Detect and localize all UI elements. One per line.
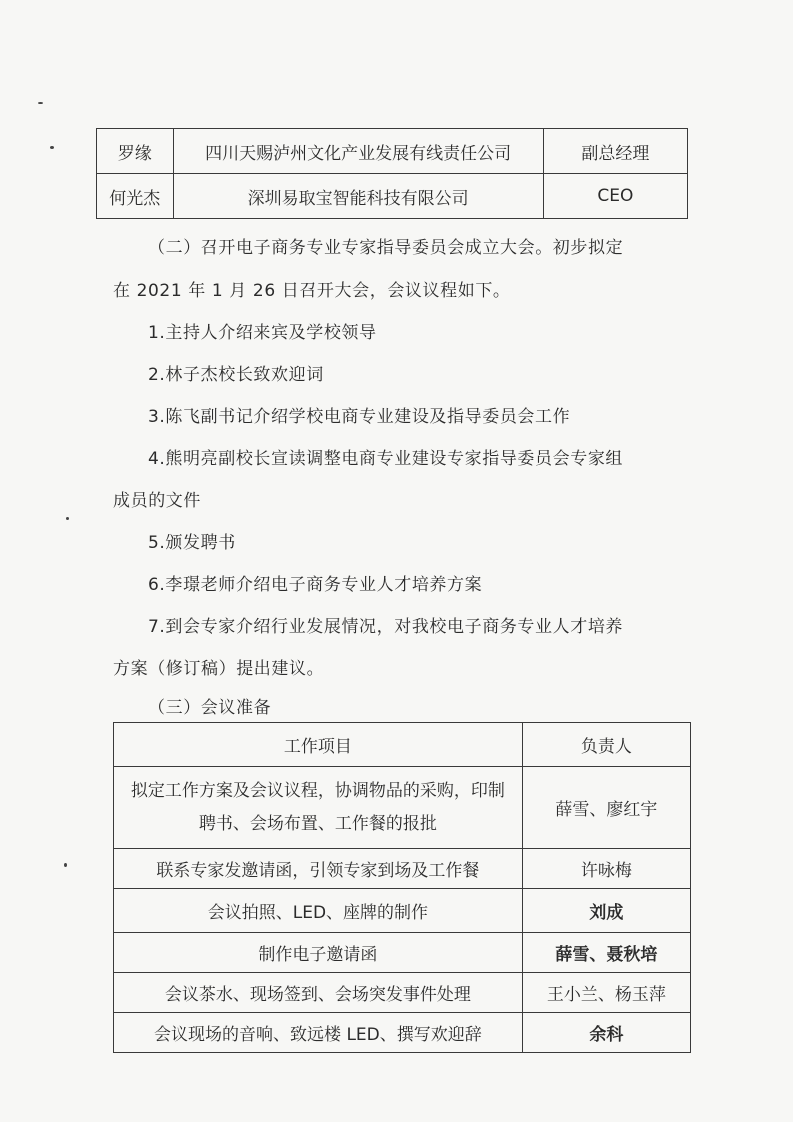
section3-heading: （三）会议准备 (148, 698, 272, 718)
agenda-item: 1.主持人介绍来宾及学校领导 (148, 323, 377, 343)
agenda-item: 6.李璟老师介绍电子商务专业人才培养方案 (148, 575, 483, 595)
task-line-2: 聘书、会场布置、工作餐的报批 (198, 813, 437, 834)
table-cell-task: 会议茶水、现场签到、会场突发事件处理 (114, 973, 523, 1013)
table-cell-owner: 刘成 (522, 889, 690, 933)
agenda-item: 5.颁发聘书 (148, 533, 236, 553)
scan-speck (50, 146, 54, 149)
table-cell-task: 会议现场的音响、致远楼 LED、撰写欢迎辞 (114, 1013, 523, 1053)
section2-line1: （二）召开电子商务专业专家指导委员会成立大会。初步拟定 (148, 238, 624, 258)
agenda-item: 4.熊明亮副校长宣读调整电商专业建设专家指导委员会专家组 (148, 449, 624, 469)
scan-speck (38, 102, 43, 104)
agenda-item: 2.林子杰校长致欢迎词 (148, 365, 324, 385)
table-header-row (114, 723, 691, 767)
table-header-owner: 负责人 (522, 723, 690, 767)
table-row (97, 129, 688, 174)
table-cell-company: 深圳易取宝智能科技有限公司 (173, 174, 543, 219)
table-cell-title: CEO (543, 174, 687, 219)
table-header-task: 工作项目 (114, 723, 523, 767)
table-cell-title: 副总经理 (543, 129, 687, 174)
table-cell-name: 罗缘 (97, 129, 174, 174)
table-cell-task (114, 767, 523, 849)
task-line-1: 拟定工作方案及会议议程，协调物品的采购，印制 (130, 781, 505, 802)
agenda-item: 3.陈飞副书记介绍学校电商专业建设及指导委员会工作 (148, 407, 571, 427)
table-row (97, 174, 688, 219)
contacts-table (96, 128, 688, 219)
section2-line2: 在 2021 年 1 月 26 日召开大会，会议议程如下。 (113, 281, 511, 301)
table-cell-owner: 余科 (522, 1013, 690, 1053)
table-row (114, 933, 691, 973)
scan-speck (66, 517, 69, 520)
table-cell-task: 制作电子邀请函 (114, 933, 523, 973)
agenda-item: 7.到会专家介绍行业发展情况，对我校电子商务专业人才培养 (148, 617, 624, 637)
table-cell-owner: 王小兰、杨玉萍 (522, 973, 690, 1013)
agenda-item-continued: 成员的文件 (113, 491, 201, 511)
table-cell-owner: 许咏梅 (522, 849, 690, 889)
table-row (114, 889, 691, 933)
scan-speck (64, 863, 67, 867)
table-cell-owner: 薛雪、聂秋培 (522, 933, 690, 973)
table-row (114, 849, 691, 889)
table-cell-task: 会议拍照、LED、座牌的制作 (114, 889, 523, 933)
table-cell-name: 何光杰 (97, 174, 174, 219)
table-row (114, 973, 691, 1013)
table-cell-owner: 薛雪、廖红宇 (522, 767, 690, 849)
table-row (114, 1013, 691, 1053)
table-cell-company: 四川天赐泸州文化产业发展有线责任公司 (173, 129, 543, 174)
agenda-item-continued: 方案（修订稿）提出建议。 (113, 659, 325, 679)
preparation-table (113, 722, 691, 1053)
table-cell-task: 联系专家发邀请函，引领专家到场及工作餐 (114, 849, 523, 889)
table-row (114, 767, 691, 849)
